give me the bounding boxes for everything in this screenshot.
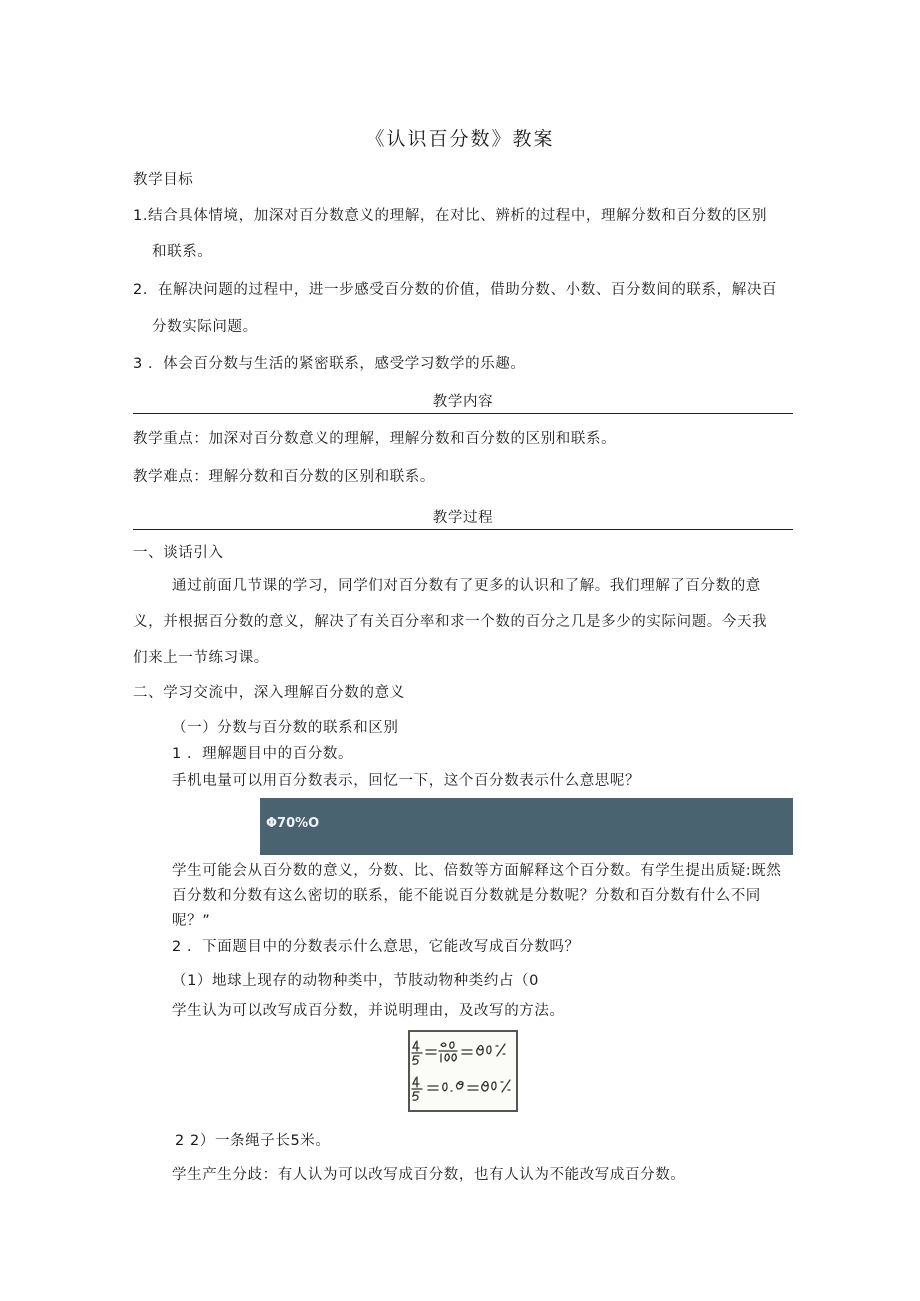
document-title: 《认识百分数》教案 — [365, 128, 555, 150]
content-heading: 教学内容 — [432, 394, 494, 410]
battery-image — [260, 798, 793, 855]
question-2-item-2: 2 2）一条绳子长5米。 — [175, 1133, 331, 1149]
question-2-item-1: （1）地球上现存的动物种类中，节肢动物种类约占（0 — [172, 973, 539, 989]
goals-heading: 教学目标 — [133, 172, 194, 188]
goal-2-line-1: 2．在解决问题的过程中，进一步感受百分数的价值，借助分数、小数、百分数间的联系，解决百 — [133, 282, 778, 298]
handwritten-conversion-drawing — [410, 1032, 516, 1110]
battery-label: Φ70%O — [266, 816, 320, 831]
section-1-para-line-1: 通过前面几节课的学习，同学们对百分数有了更多的认识和了解。我们理解了百分数的意 — [172, 578, 761, 594]
section-2-heading: 二、学习交流中，深入理解百分数的意义 — [133, 685, 405, 701]
handwritten-conversion-image — [408, 1030, 518, 1112]
content-divider — [133, 413, 793, 414]
question-1-text: 手机电量可以用百分数表示，回忆一下，这个百分数表示什么意思呢？ — [172, 773, 641, 789]
goal-1-line-1: 1.结合具体情境，加深对百分数意义的理解，在对比、辨析的过程中，理解分数和百分数的区别 — [133, 208, 768, 224]
section-1-para-line-2: 义，并根据百分数的意义，解决了有关百分率和求一个数的百分之几是多少的实际问题。今天我 — [133, 614, 768, 630]
question-2-item-2-answer: 学生产生分歧：有人认为可以改写成百分数，也有人认为不能改写成百分数。 — [172, 1167, 686, 1183]
key-point: 教学重点：加深对百分数意义的理解，理解分数和百分数的区别和联系。 — [133, 431, 617, 447]
subsection-1-heading: （一）分数与百分数的联系和区别 — [172, 720, 399, 736]
question-2: 2 ．下面题目中的分数表示什么意思，它能改写成百分数吗？ — [172, 939, 580, 955]
goal-1-line-2: 和联系。 — [152, 244, 213, 260]
process-heading: 教学过程 — [432, 510, 494, 526]
process-divider — [133, 529, 793, 530]
question-1: 1 ．理解题目中的百分数。 — [172, 746, 354, 762]
question-1-answer-line-1: 学生可能会从百分数的意义，分数、比、倍数等方面解释这个百分数。有学生提出质疑:既然 — [172, 863, 782, 879]
question-1-answer-line-2: 百分数和分数有这么密切的联系，能不能说百分数就是分数呢？分数和百分数有什么不同 — [172, 888, 761, 904]
goal-3: 3 ．体会百分数与生活的紧密联系，感受学习数学的乐趣。 — [133, 356, 526, 372]
difficulty: 教学难点：理解分数和百分数的区别和联系。 — [133, 469, 435, 485]
question-2-item-1-answer: 学生认为可以改写成百分数，并说明理由，及改写的方法。 — [172, 1003, 565, 1019]
goal-2-line-2: 分数实际问题。 — [152, 319, 258, 335]
section-1-heading: 一、谈话引入 — [133, 545, 224, 561]
section-1-para-line-3: 们来上一节练习课。 — [133, 650, 269, 666]
question-1-answer-line-3: 呢？” — [172, 913, 211, 929]
